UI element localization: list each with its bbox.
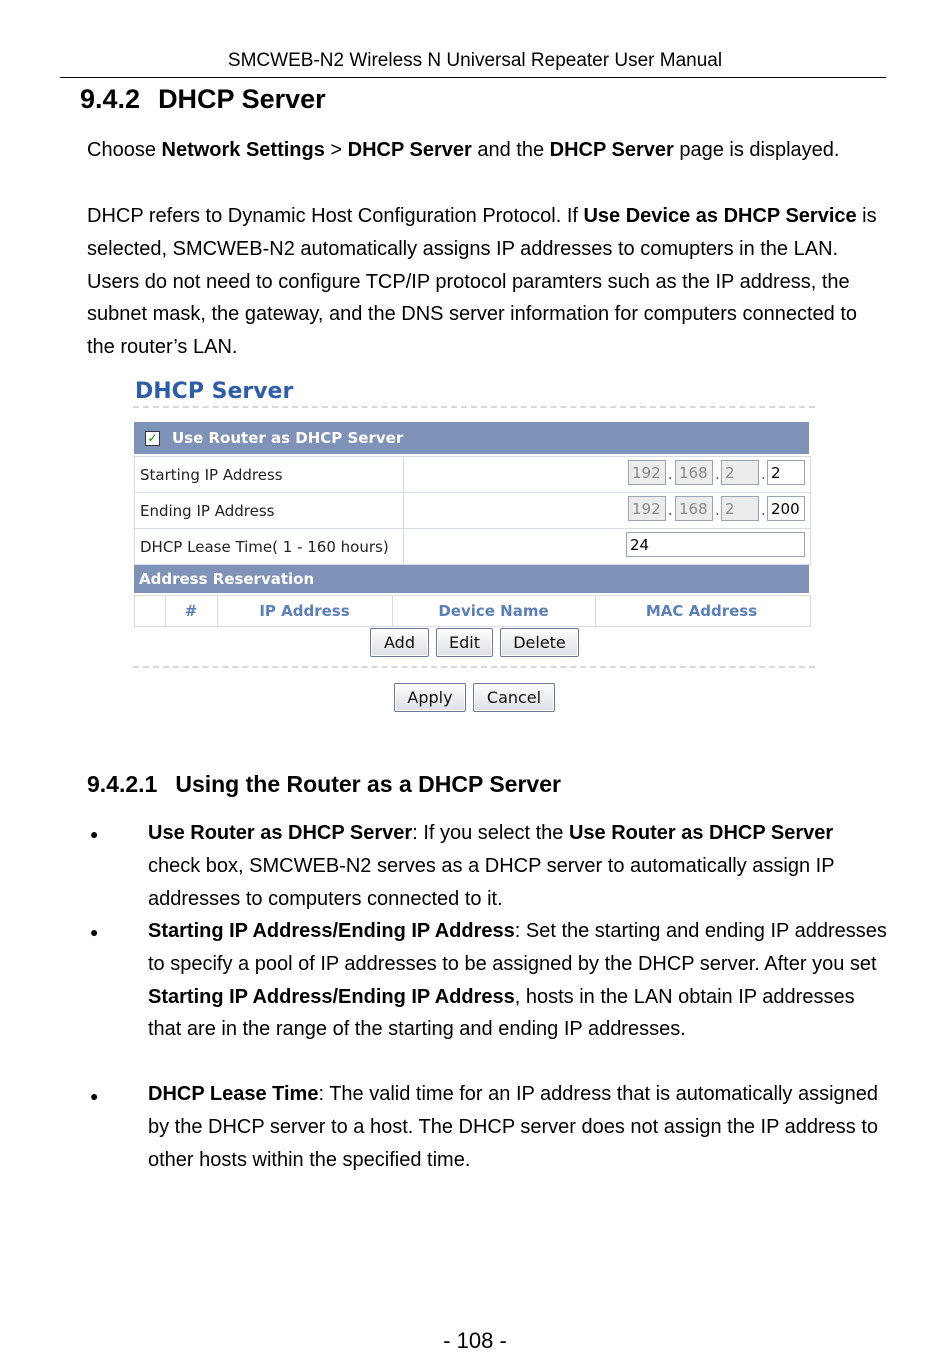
ending-ip-label: Ending IP Address (140, 502, 275, 520)
screenshot-title: DHCP Server (135, 379, 294, 404)
ip-dot: . (715, 465, 720, 483)
bold-text: Network Settings (161, 139, 325, 161)
apply-button[interactable]: Apply (394, 683, 466, 712)
bullet-lease-time (148, 1078, 888, 1176)
page-header: SMCWEB-N2 Wireless N Universal Repeater User Manual (227, 50, 723, 71)
subsection-heading (87, 771, 561, 798)
bold-text: Use Router as DHCP Server (148, 822, 413, 844)
end-ip-octet-3[interactable]: 2 (721, 496, 759, 521)
row-separator (403, 457, 404, 492)
address-reservation-bar (134, 565, 809, 593)
start-ip-octet-4[interactable]: 2 (767, 460, 805, 485)
bold-text: Use Device as DHCP Service (583, 205, 857, 227)
bold-text: Starting IP Address/Ending IP Address (148, 920, 515, 942)
delete-button[interactable]: Delete (500, 628, 579, 657)
buttons-divider (133, 666, 815, 668)
start-ip-octet-2[interactable]: 168 (675, 460, 713, 485)
row-separator (403, 529, 404, 564)
starting-ip-label: Starting IP Address (140, 466, 283, 484)
use-router-checkbox[interactable]: ✓ (145, 431, 160, 446)
text: : The valid time for an IP address that is automatically assigned by the DHCP server to a host. The DHCP server does not assign the IP address to other hosts within the specified time. (148, 1083, 879, 1171)
bold-text: DHCP Lease Time (148, 1083, 319, 1105)
end-ip-octet-1[interactable]: 192 (628, 496, 666, 521)
column-device-name: Device Name (438, 602, 549, 620)
column-number: # (184, 602, 198, 620)
ip-dot: . (715, 501, 720, 519)
ip-dot: . (668, 501, 673, 519)
add-button[interactable]: Add (370, 628, 429, 657)
lease-time-input[interactable]: 24 (626, 532, 805, 557)
use-router-bar (134, 422, 809, 454)
text: DHCP refers to Dynamic Host Configuration Protocol. If (87, 205, 584, 227)
column-mac-address: MAC Address (645, 602, 758, 620)
text: page is displayed. (673, 139, 840, 161)
bullet-icon: ● (90, 924, 99, 940)
text: > (324, 139, 348, 161)
section-heading (80, 84, 326, 115)
address-reservation-label: Address Reservation (139, 570, 315, 588)
ip-dot: . (668, 465, 673, 483)
bullet-use-router (148, 817, 888, 915)
text: and the (471, 139, 550, 161)
title-divider (133, 406, 815, 408)
starting-ip-row (134, 456, 811, 493)
start-ip-octet-3[interactable]: 2 (721, 460, 759, 485)
header-rule (60, 77, 886, 78)
subsection-number: 9.4.2.1 (87, 771, 158, 797)
lease-time-label: DHCP Lease Time( 1 - 160 hours) (140, 538, 389, 556)
text: is selected, SMCWEB-N2 automatically assigns IP addresses to comupters in the LAN. Users do not need to configure TCP/IP protocol paramters such as the IP address, the subnet mask, the gateway, and the DNS server information for computers connected to the router’s LAN. (87, 205, 877, 359)
end-ip-octet-4[interactable]: 200 (767, 496, 805, 521)
row-separator (403, 493, 404, 528)
text: : Set the starting and ending IP addresses to specify a pool of IP addresses to be assigned by the DHCP server. After you set (148, 920, 887, 975)
intro-paragraph (87, 134, 887, 167)
text: : If you select the (412, 822, 569, 844)
description-paragraph (87, 200, 887, 364)
bold-text: DHCP Server (347, 139, 472, 161)
bullet-icon: ● (90, 826, 99, 842)
text: Choose (87, 139, 162, 161)
bold-text: Use Router as DHCP Server (568, 822, 834, 844)
text: check box, SMCWEB-N2 serves as a DHCP server to automatically assign IP addresses to computers connected to it. (148, 854, 835, 910)
section-title: DHCP Server (158, 84, 326, 114)
lease-time-row (134, 528, 811, 565)
bullet-ip-range (148, 915, 888, 1046)
bullet-icon: ● (90, 1088, 99, 1104)
ip-dot: . (761, 465, 766, 483)
text: , hosts in the LAN obtain IP addresses that are in the range of the starting and ending IP addresses. (148, 985, 855, 1041)
use-router-label: Use Router as DHCP Server (172, 429, 404, 447)
bold-text: Starting IP Address/Ending IP Address (148, 985, 515, 1008)
reservation-table-header (134, 595, 811, 627)
cancel-button[interactable]: Cancel (473, 683, 555, 712)
ending-ip-row (134, 492, 811, 529)
page-number: - 108 - (443, 1328, 507, 1353)
section-number: 9.4.2 (80, 84, 141, 114)
edit-button[interactable]: Edit (436, 628, 493, 657)
subsection-title: Using the Router as a DHCP Server (175, 771, 561, 797)
end-ip-octet-2[interactable]: 168 (675, 496, 713, 521)
bold-text: DHCP Server (549, 139, 674, 161)
start-ip-octet-1[interactable]: 192 (628, 460, 666, 485)
column-ip-address: IP Address (259, 602, 350, 620)
dhcp-server-screenshot (133, 376, 823, 716)
ip-dot: . (761, 501, 766, 519)
